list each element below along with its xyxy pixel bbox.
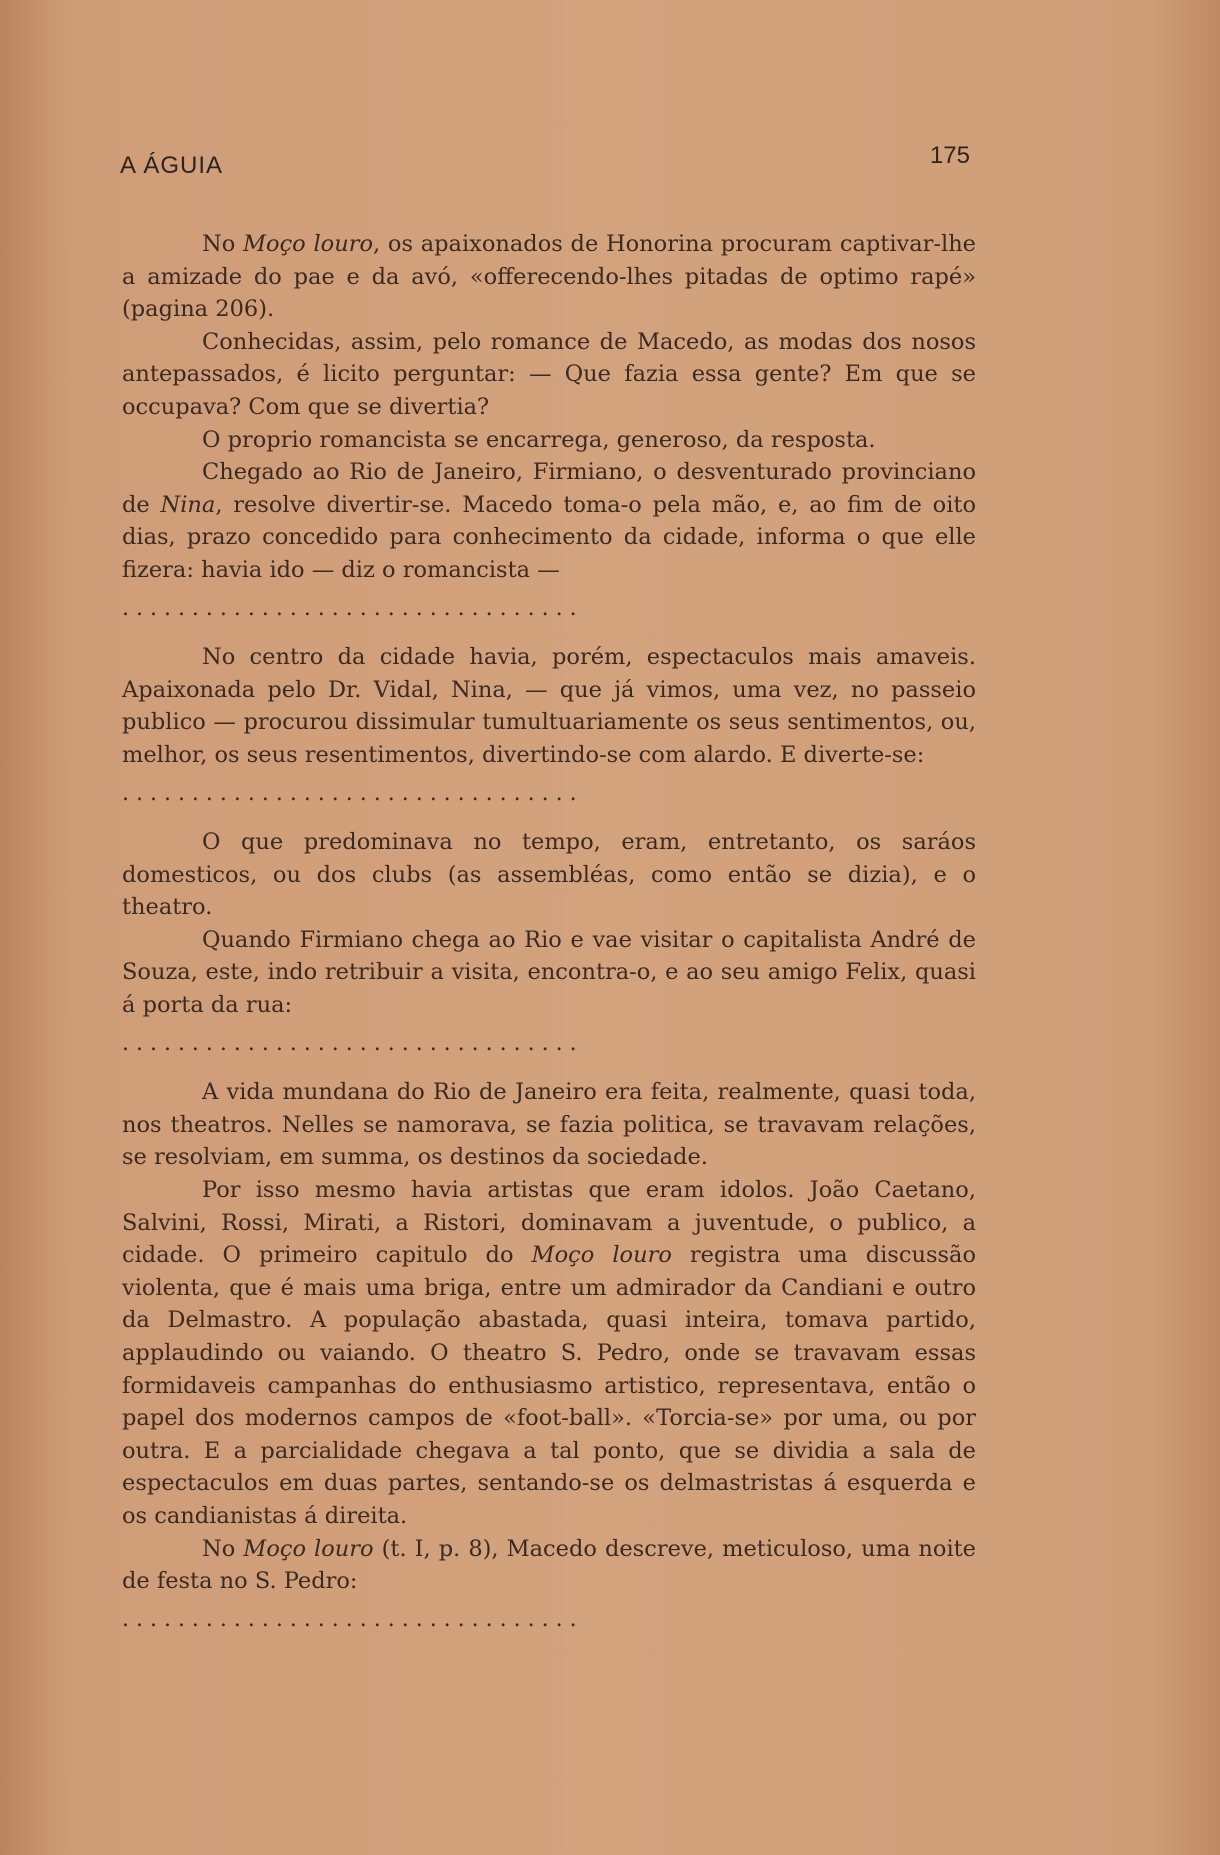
- page-header: [120, 140, 970, 180]
- paragraph-6: O que predominava no tempo, eram, entretanto, os saráos domesticos, ou dos clubs (as assembléas, como então se dizia), e o theatro.: [122, 829, 976, 921]
- paragraph-5: No centro da cidade havia, porém, espectaculos mais amaveis. Apaixonada pelo Dr. Vidal, Nina, — que já vimos, uma vez, no passeio publico — procurou dissimular tumultuariamente os seus sentimentos, ou, melhor, os seus resentimentos, divertindo-se com alardo. E diverte-se:: [122, 644, 976, 768]
- ellipsis-line-2: . . . . . . . . . . . . . . . . . . . . . . . . . . . . . . . . .: [122, 780, 577, 806]
- paragraph-10: No Moço louro (t. I, p. 8), Macedo descreve, meticuloso, uma noite de festa no S. Pedro:: [122, 1535, 976, 1595]
- paragraph-9: Por isso mesmo havia artistas que eram idolos. João Caetano, Salvini, Rossi, Mirati, a Ristori, dominavam a juventude, o publico, a cidade. O primeiro capitulo do Moço louro registra uma discussão violenta, que é mais uma briga, entre um admirador da Candiani e outro da Delmastro. A população abastada, quasi inteira, tomava partido, applaudindo ou vaiando. O theatro S. Pedro, onde se travavam essas formidaveis campanhas do enthusiasmo artistico, representava, então o papel dos modernos campos de «foot-ball». «Torcia-se» por uma, ou por outra. E a parcialidade chegava a tal ponto, que se dividia a sala de espectaculos em duas partes, sentando-se os delmastristas á esquerda e os candianistas á direita.: [122, 1177, 976, 1529]
- ellipsis-line-1: . . . . . . . . . . . . . . . . . . . . . . . . . . . . . . . . .: [122, 595, 577, 621]
- paragraph-3: O proprio romancista se encarrega, generoso, da resposta.: [202, 426, 876, 453]
- page-number: 175: [929, 142, 970, 169]
- ellipsis-line-4: . . . . . . . . . . . . . . . . . . . . . . . . . . . . . . . . .: [122, 1606, 577, 1632]
- paragraph-8: A vida mundana do Rio de Janeiro era feita, realmente, quasi toda, nos theatros. Nelles se namorava, se fazia politica, se travavam relações, se resolviam, em summa, os destinos da sociedade.: [122, 1079, 976, 1171]
- paragraph-1: No Moço louro, os apaixonados de Honorina procuram captivar-lhe a amizade do pae e da avó, «offerecendo-lhes pitadas de optimo rapé» (pagina 206).: [122, 231, 976, 323]
- running-title: A ÁGUIA: [120, 152, 224, 179]
- paragraph-4: Chegado ao Rio de Janeiro, Firmiano, o desventurado provinciano de Nina, resolve divertir-se. Macedo toma-o pela mão, e, ao fim de oito dias, prazo concedido para conhecimento da cidade, informa o que elle fizera: havia ido — diz o romancista —: [122, 459, 976, 583]
- ellipsis-line-3: . . . . . . . . . . . . . . . . . . . . . . . . . . . . . . . . .: [122, 1030, 577, 1056]
- body-text: [122, 228, 976, 1652]
- paragraph-2: Conhecidas, assim, pelo romance de Macedo, as modas dos nosos antepassados, é licito perguntar: — Que fazia essa gente? Em que se occupava? Com que se divertia?: [122, 328, 976, 420]
- paragraph-7: Quando Firmiano chega ao Rio e vae visitar o capitalista André de Souza, este, indo retribuir a visita, encontra-o, e ao seu amigo Felix, quasi á porta da rua:: [122, 926, 976, 1019]
